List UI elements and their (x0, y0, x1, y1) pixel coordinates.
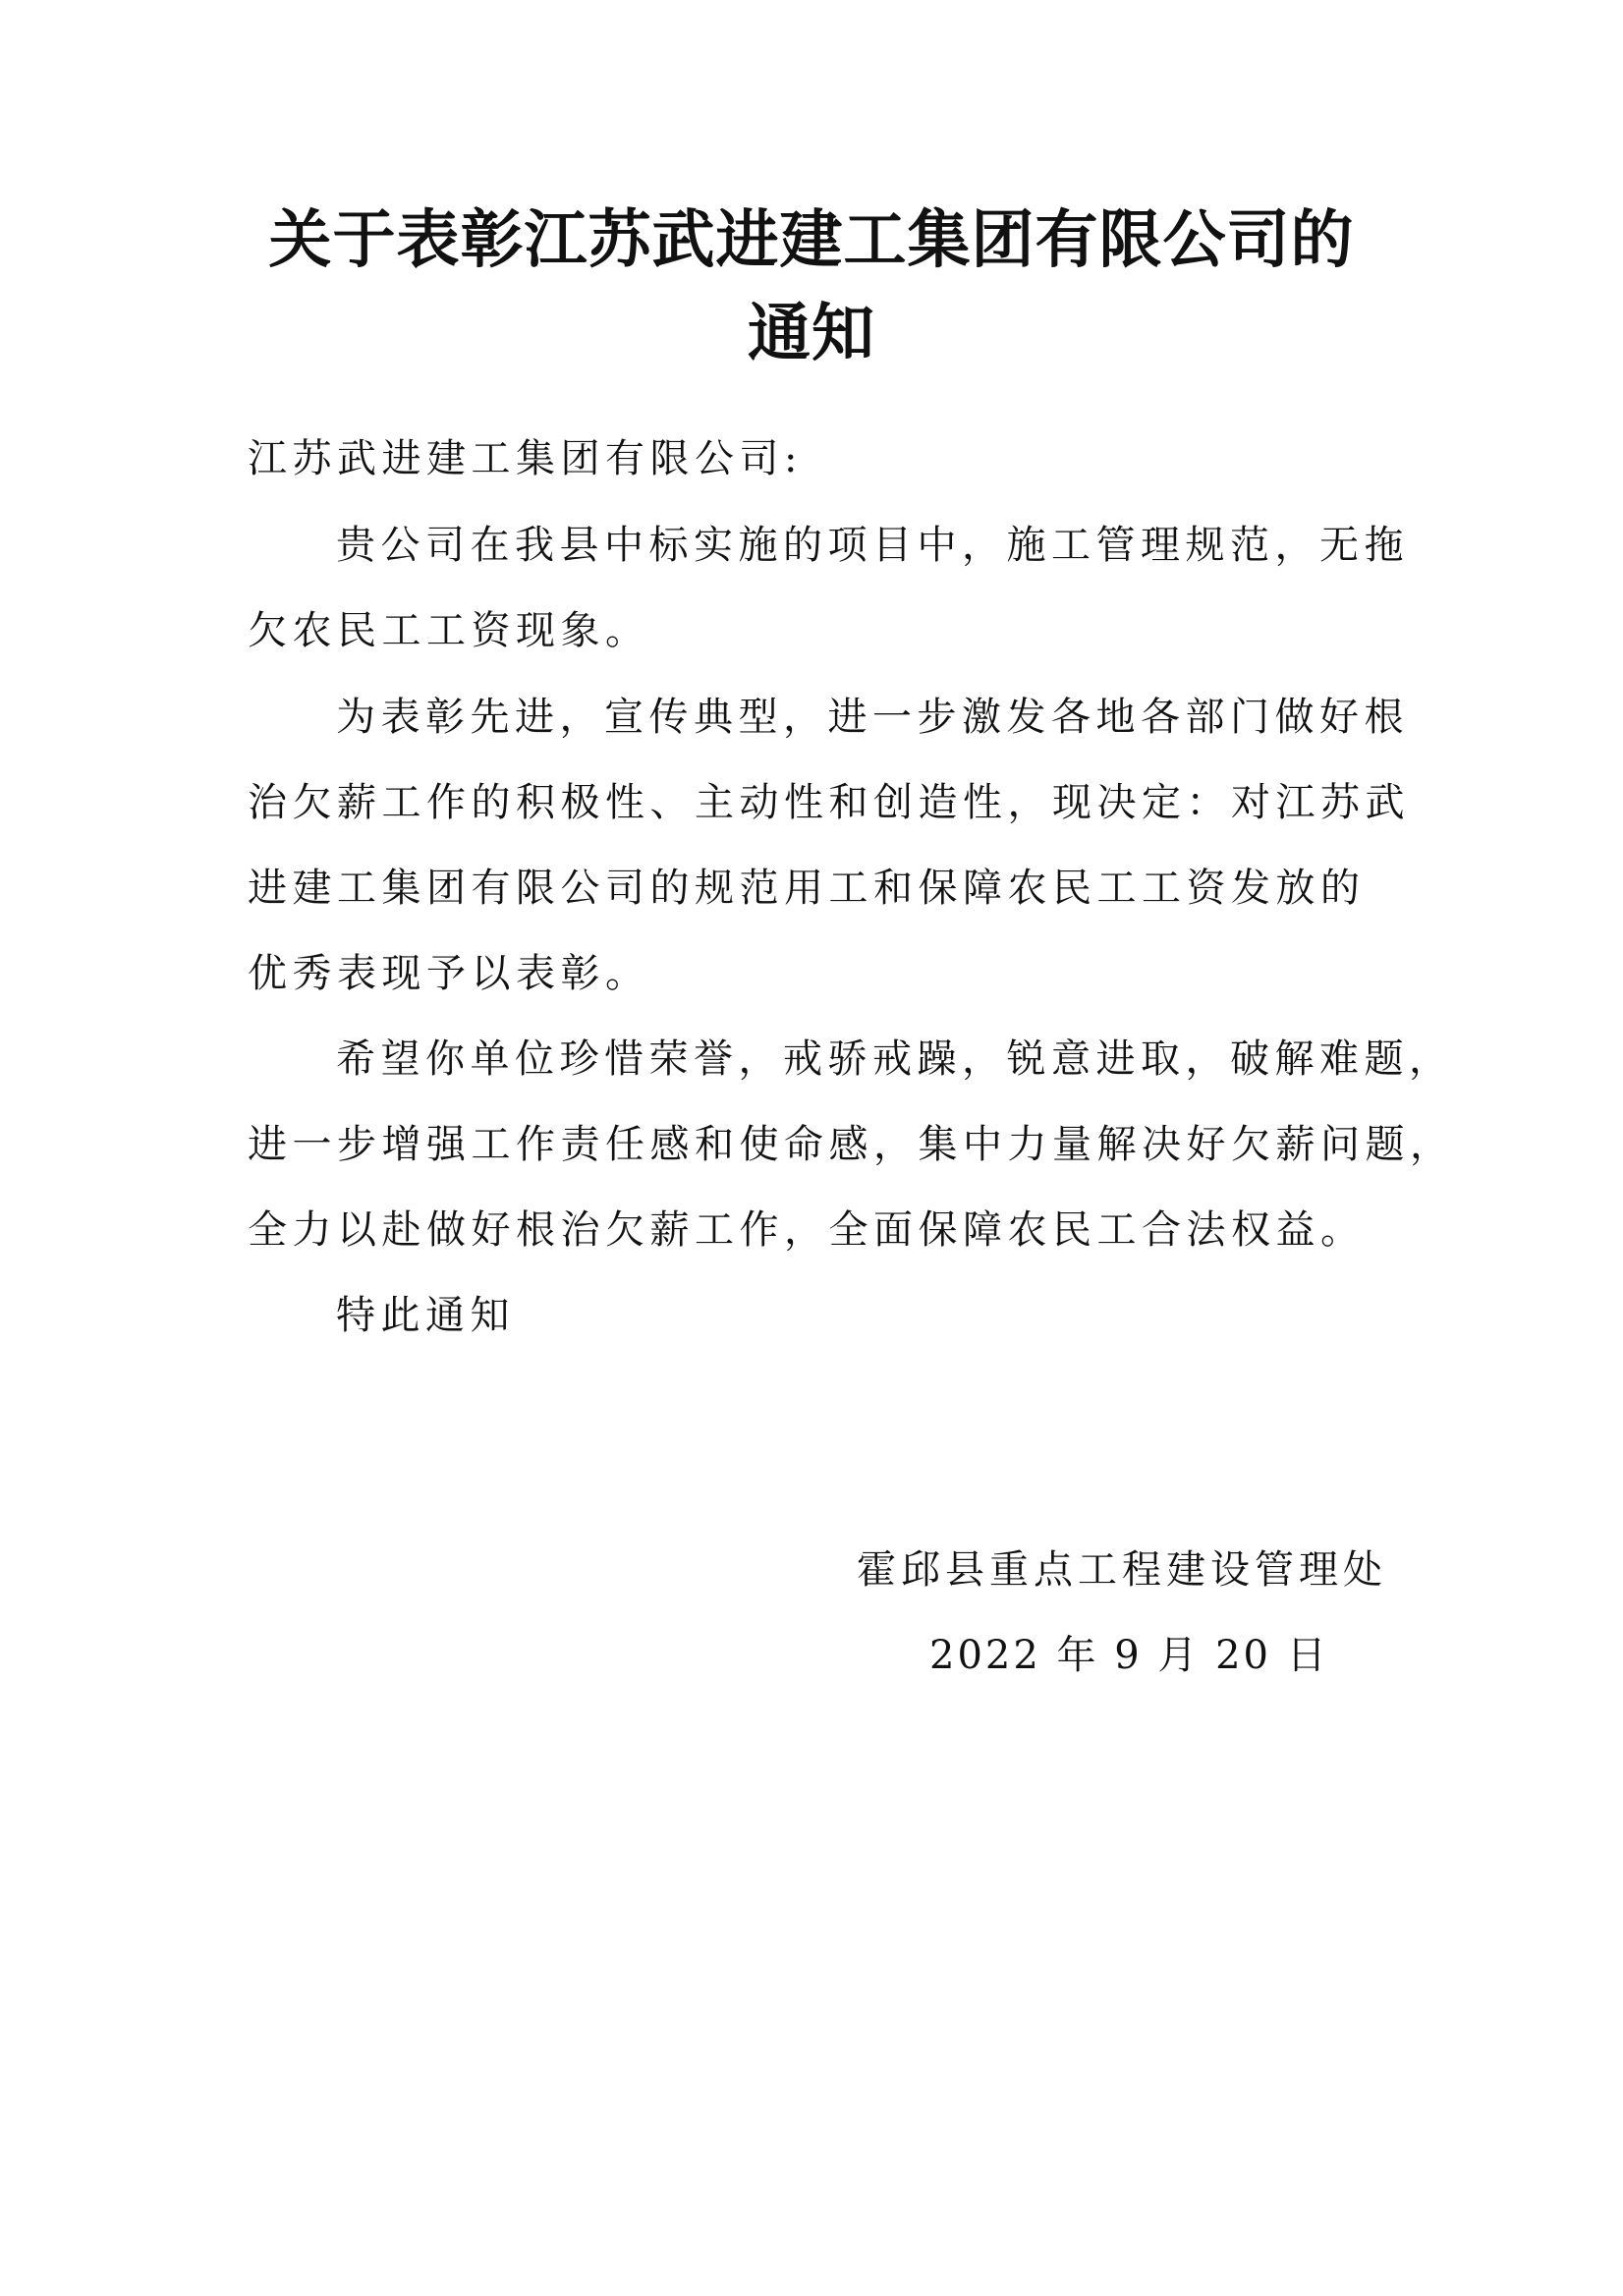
document-title-line-1: 关于表彰江苏武进建工集团有限公司的 (268, 203, 1355, 277)
issue-date: 2022 年 9 月 20 日 (929, 1633, 1329, 1678)
paragraph-2-line-3: 进建工集团有限公司的规范用工和保障农民工工资发放的 (248, 866, 1366, 911)
paragraph-3-line-2: 进一步增强工作责任感和使命感，集中力量解决好欠薪问题， (248, 1122, 1455, 1167)
paragraph-1-line-2: 欠农民工工资现象。 (248, 608, 650, 653)
paragraph-3-line-1: 希望你单位珍惜荣誉，戒骄戒躁，锐意进取，破解难题， (336, 1036, 1454, 1082)
issuer-name: 霍邱县重点工程建设管理处 (857, 1547, 1387, 1593)
document-title-line-2: 通知 (748, 297, 875, 370)
paragraph-2-line-2: 治欠薪工作的积极性、主动性和创造性，现决定：对江苏武 (248, 780, 1410, 825)
closing-phrase: 特此通知 (336, 1293, 515, 1338)
salutation: 江苏武进建工集团有限公司: (248, 436, 803, 481)
paragraph-3-line-3: 全力以赴做好根治欠薪工作，全面保障农民工合法权益。 (248, 1207, 1366, 1253)
paragraph-1-line-1: 贵公司在我县中标实施的项目中，施工管理规范，无拖 (336, 523, 1409, 568)
paragraph-2-line-4: 优秀表现予以表彰。 (248, 951, 650, 996)
paragraph-2-line-1: 为表彰先进，宣传典型，进一步激发各地各部门做好根 (336, 695, 1409, 740)
